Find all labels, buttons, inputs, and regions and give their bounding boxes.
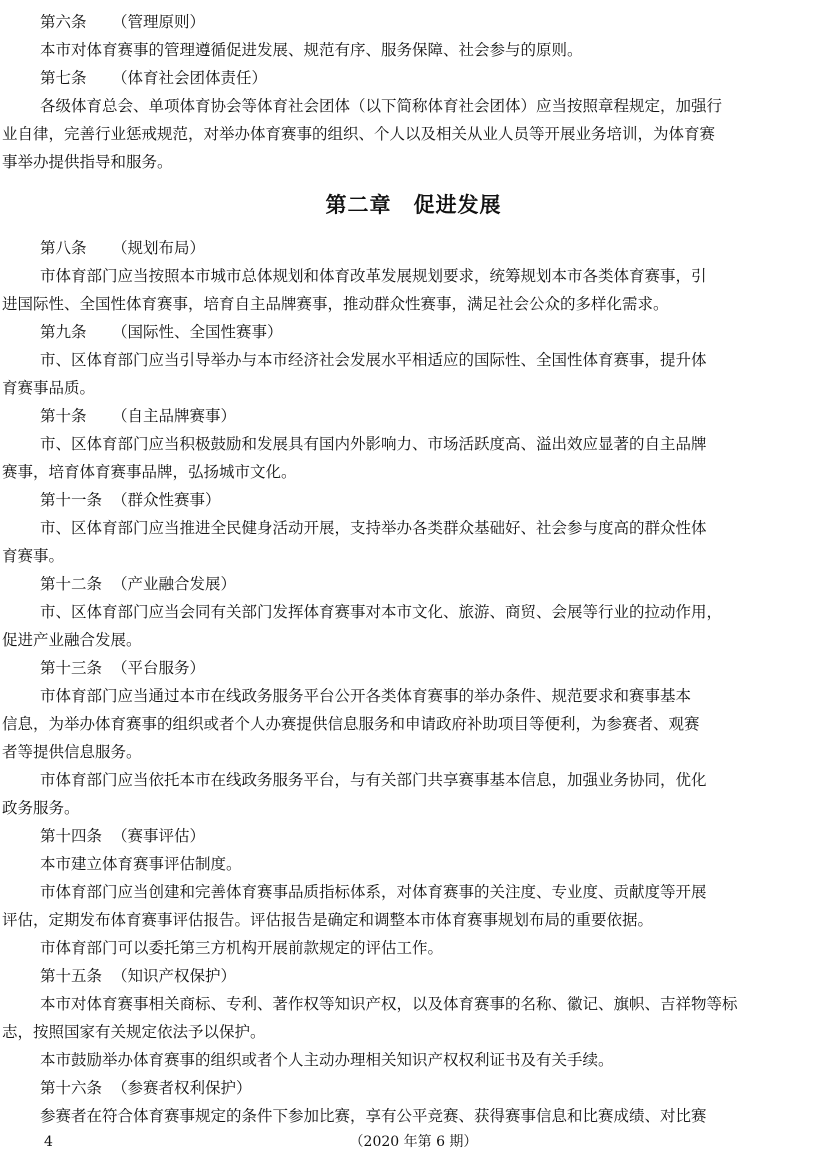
paragraph-first-line: 市体育部门应当通过本市在线政务服务平台公开各类体育赛事的举办条件、规范要求和赛事基本 <box>40 687 692 705</box>
paragraph-line: 育赛事品质。 <box>2 379 96 397</box>
article-number: 第十五条 <box>40 967 103 985</box>
article-number: 第十一条 <box>40 491 103 509</box>
article-heading <box>38 486 813 514</box>
article-number: 第十四条 <box>40 827 103 845</box>
article-heading <box>38 318 813 346</box>
paragraph-first-line: 市体育部门应当按照本市城市总体规划和体育改革发展规划要求，统筹规划本市各类体育赛事，引 <box>40 267 707 285</box>
paragraph-first-line: 本市鼓励举办体育赛事的组织或者个人主动办理相关知识产权权利证书及有关手续。 <box>40 1051 614 1069</box>
paragraph-first-line: 市、区体育部门应当积极鼓励和发展具有国内外影响力、市场活跃度高、溢出效应显著的自主品牌 <box>40 435 707 453</box>
paragraph-first-line: 本市建立体育赛事评估制度。 <box>40 855 242 873</box>
article-heading <box>38 1074 813 1102</box>
article-title: （参赛者权利保护） <box>112 1079 252 1097</box>
article-heading <box>38 402 813 430</box>
article-heading <box>38 234 813 262</box>
paragraph-first-line: 本市对体育赛事的管理遵循促进发展、规范有序、服务保障、社会参与的原则。 <box>40 41 583 59</box>
article-heading <box>38 654 813 682</box>
paragraph-first-line: 市体育部门应当依托本市在线政务服务平台，与有关部门共享赛事基本信息，加强业务协同，优化 <box>40 771 707 789</box>
paragraph-line: 政务服务。 <box>2 799 80 817</box>
paragraph-line: 育赛事。 <box>2 547 65 565</box>
article-number: 第九条 <box>40 323 87 341</box>
paragraph-first-line: 市体育部门应当创建和完善体育赛事品质指标体系，对体育赛事的关注度、专业度、贡献度等开展 <box>40 883 707 901</box>
paragraph-line: 信息，为举办体育赛事的组织或者个人办赛提供信息服务和申请政府补助项目等便利，为参赛者、观赛 <box>2 715 700 733</box>
article-title: （产业融合发展） <box>112 575 237 593</box>
article-title: （管理原则） <box>112 13 206 31</box>
chapter-title: 第二章 促进发展 <box>325 193 502 217</box>
paragraph-line: 事举办提供指导和服务。 <box>2 153 173 171</box>
paragraph-first-line: 本市对体育赛事相关商标、专利、著作权等知识产权，以及体育赛事的名称、徽记、旗帜、吉祥物等标 <box>40 995 738 1013</box>
article-title: （平台服务） <box>112 659 206 677</box>
article-heading <box>38 570 813 598</box>
article-number: 第七条 <box>40 69 87 87</box>
article-title: （赛事评估） <box>112 827 206 845</box>
article-heading <box>38 64 813 92</box>
issue-label: （2020 年第 6 期） <box>349 1134 478 1150</box>
article-heading <box>38 8 813 36</box>
article-number: 第十六条 <box>40 1079 103 1097</box>
paragraph-first-line: 各级体育总会、单项体育协会等体育社会团体（以下简称体育社会团体）应当按照章程规定，加强行 <box>40 97 723 115</box>
article-title: （体育社会团体责任） <box>112 69 268 87</box>
article-title: （国际性、全国性赛事） <box>112 323 283 341</box>
paragraph-line: 进国际性、全国性体育赛事，培育自主品牌赛事，推动群众性赛事，满足社会公众的多样化需求。 <box>2 295 669 313</box>
article-number: 第十三条 <box>40 659 103 677</box>
paragraph-line: 志，按照国家有关规定依法予以保护。 <box>2 1023 266 1041</box>
paragraph-line: 者等提供信息服务。 <box>2 743 142 761</box>
article-heading <box>38 962 813 990</box>
paragraph-first-line: 市、区体育部门应当推进全民健身活动开展，支持举办各类群众基础好、社会参与度高的群众性体 <box>40 519 707 537</box>
paragraph-line: 促进产业融合发展。 <box>2 631 142 649</box>
article-number: 第八条 <box>40 239 87 257</box>
paragraph-line: 评估，定期发布体育赛事评估报告。评估报告是确定和调整本市体育赛事规划布局的重要依据。 <box>2 911 654 929</box>
paragraph-first-line: 市、区体育部门应当引导举办与本市经济社会发展水平相适应的国际性、全国性体育赛事，提升体 <box>40 351 707 369</box>
paragraph-line: 赛事，培育体育赛事品牌，弘扬城市文化。 <box>2 463 297 481</box>
article-number: 第十条 <box>40 407 87 425</box>
paragraph-first-line: 参赛者在符合体育赛事规定的条件下参加比赛，享有公平竞赛、获得赛事信息和比赛成绩、对比赛 <box>40 1107 707 1125</box>
article-title: （规划布局） <box>112 239 206 257</box>
document-body <box>2 8 813 1130</box>
article-number: 第六条 <box>40 13 87 31</box>
article-title: （知识产权保护） <box>112 967 237 985</box>
article-number: 第十二条 <box>40 575 103 593</box>
paragraph-line: 业自律，完善行业惩戒规范，对举办体育赛事的组织、个人以及相关从业人员等开展业务培训，为体育赛 <box>2 125 716 143</box>
article-title: （群众性赛事） <box>112 491 221 509</box>
paragraph-first-line: 市体育部门可以委托第三方机构开展前款规定的评估工作。 <box>40 939 444 957</box>
page-number: 4 <box>44 1134 53 1150</box>
article-heading <box>38 822 813 850</box>
article-title: （自主品牌赛事） <box>112 407 237 425</box>
paragraph-first-line: 市、区体育部门应当会同有关部门发挥体育赛事对本市文化、旅游、商贸、会展等行业的拉动作用， <box>40 603 723 621</box>
page-footer <box>0 1130 827 1154</box>
